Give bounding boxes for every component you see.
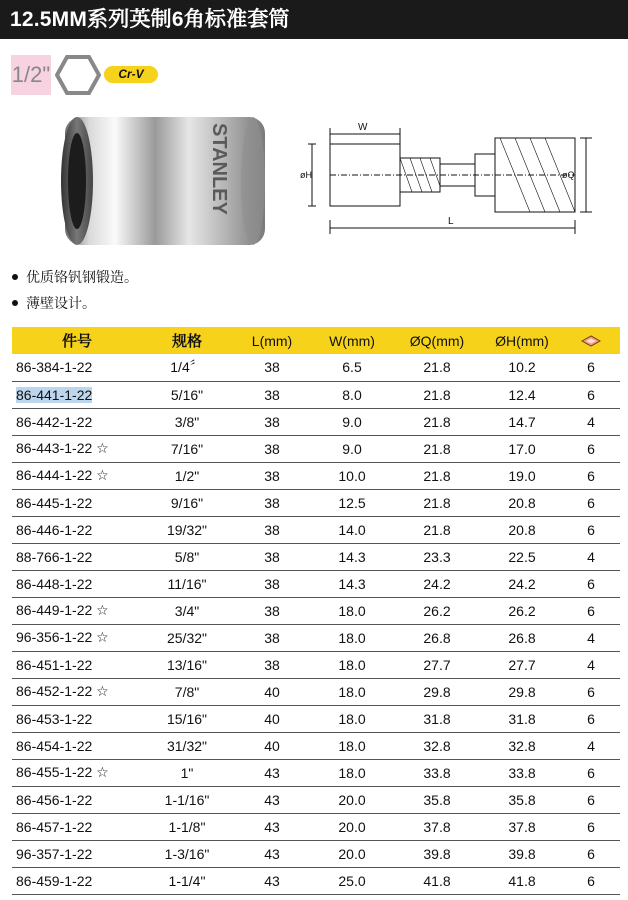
cell-part-number: 86-449-1-22 ☆ xyxy=(12,597,142,624)
cell-width: 14.3 xyxy=(312,543,392,570)
cell-diameter-q: 24.2 xyxy=(392,570,482,597)
cell-part-number: 86-384-1-22 xyxy=(12,354,142,381)
cell-width: 20.0 xyxy=(312,840,392,867)
table-row[interactable] xyxy=(12,435,620,462)
cell-length: 40 xyxy=(232,678,312,705)
cell-size: 11/16" xyxy=(142,570,232,597)
cell-width: 18.0 xyxy=(312,759,392,786)
cell-length: 38 xyxy=(232,597,312,624)
header-size: 规格 xyxy=(142,327,232,354)
cell-diameter-q: 29.8 xyxy=(392,678,482,705)
cell-length: 38 xyxy=(232,624,312,651)
cell-pack-quantity: 6 xyxy=(562,867,620,894)
feature-text: 优质铬钒钢锻造。 xyxy=(26,269,138,285)
cell-diameter-h: 27.7 xyxy=(482,651,562,678)
cell-size: 25/32" xyxy=(142,624,232,651)
header-part-number: 件号 xyxy=(12,327,142,354)
cell-size: 1/4〞 xyxy=(142,354,232,381)
cell-part-number: 86-451-1-22 xyxy=(12,651,142,678)
cell-size: 5/8" xyxy=(142,543,232,570)
cell-size: 7/8" xyxy=(142,678,232,705)
dimension-l-label: L xyxy=(448,216,454,227)
cell-pack-quantity: 6 xyxy=(562,381,620,408)
table-row[interactable] xyxy=(12,678,620,705)
cell-width: 18.0 xyxy=(312,624,392,651)
feature-text: 薄壁设计。 xyxy=(26,295,96,311)
table-body xyxy=(12,354,620,894)
cell-part-number: 86-457-1-22 xyxy=(12,813,142,840)
cell-pack-quantity: 4 xyxy=(562,732,620,759)
cell-pack-quantity: 6 xyxy=(562,354,620,381)
cell-width: 18.0 xyxy=(312,651,392,678)
cell-part-number: 96-356-1-22 ☆ xyxy=(12,624,142,651)
cell-diameter-q: 21.8 xyxy=(392,435,482,462)
cell-size: 5/16" xyxy=(142,381,232,408)
table-row[interactable] xyxy=(12,705,620,732)
table-row[interactable] xyxy=(12,813,620,840)
cell-size: 1/2" xyxy=(142,462,232,489)
cell-pack-quantity: 6 xyxy=(562,435,620,462)
cell-pack-quantity: 4 xyxy=(562,543,620,570)
cell-size: 9/16" xyxy=(142,489,232,516)
cell-pack-quantity: 6 xyxy=(562,840,620,867)
cell-part-number: 86-452-1-22 ☆ xyxy=(12,678,142,705)
cell-size: 1" xyxy=(142,759,232,786)
cell-diameter-q: 21.8 xyxy=(392,354,482,381)
cell-pack-quantity: 4 xyxy=(562,408,620,435)
table-row[interactable] xyxy=(12,624,620,651)
cell-length: 43 xyxy=(232,813,312,840)
cell-diameter-q: 35.8 xyxy=(392,786,482,813)
cell-part-number: 86-459-1-22 xyxy=(12,867,142,894)
cell-diameter-h: 41.8 xyxy=(482,867,562,894)
table-row[interactable] xyxy=(12,543,620,570)
cell-pack-quantity: 6 xyxy=(562,678,620,705)
cell-pack-quantity: 6 xyxy=(562,570,620,597)
bullet-icon xyxy=(12,300,18,306)
package-icon xyxy=(580,334,602,348)
dimension-q-label: øQ xyxy=(562,170,575,180)
socket-photo xyxy=(55,105,275,255)
cell-length: 38 xyxy=(232,435,312,462)
spec-table xyxy=(12,327,620,895)
bullet-icon xyxy=(12,274,18,280)
table-row[interactable] xyxy=(12,381,620,408)
cell-diameter-q: 26.2 xyxy=(392,597,482,624)
cell-diameter-q: 33.8 xyxy=(392,759,482,786)
cell-length: 38 xyxy=(232,489,312,516)
cell-size: 1-3/16" xyxy=(142,840,232,867)
drive-size-badge: 1/2" xyxy=(11,55,51,95)
cell-width: 18.0 xyxy=(312,678,392,705)
cell-diameter-q: 32.8 xyxy=(392,732,482,759)
table-row[interactable] xyxy=(12,732,620,759)
cell-width: 10.0 xyxy=(312,462,392,489)
cell-part-number: 86-442-1-22 xyxy=(12,408,142,435)
cell-diameter-h: 24.2 xyxy=(482,570,562,597)
cell-size: 7/16" xyxy=(142,435,232,462)
cell-length: 43 xyxy=(232,867,312,894)
cell-width: 18.0 xyxy=(312,732,392,759)
cell-size: 3/8" xyxy=(142,408,232,435)
cell-diameter-q: 21.8 xyxy=(392,408,482,435)
cell-diameter-q: 23.3 xyxy=(392,543,482,570)
cell-diameter-h: 12.4 xyxy=(482,381,562,408)
cell-size: 31/32" xyxy=(142,732,232,759)
cell-part-number: 86-453-1-22 xyxy=(12,705,142,732)
cell-diameter-q: 39.8 xyxy=(392,840,482,867)
cell-diameter-h: 10.2 xyxy=(482,354,562,381)
cell-part-number: 86-443-1-22 ☆ xyxy=(12,435,142,462)
cell-pack-quantity: 6 xyxy=(562,597,620,624)
socket-technical-drawing xyxy=(300,120,600,240)
cell-diameter-h: 35.8 xyxy=(482,786,562,813)
cell-diameter-h: 14.7 xyxy=(482,408,562,435)
cell-length: 38 xyxy=(232,408,312,435)
table-row[interactable] xyxy=(12,408,620,435)
cell-length: 38 xyxy=(232,516,312,543)
cell-diameter-h: 26.8 xyxy=(482,624,562,651)
cell-size: 15/16" xyxy=(142,705,232,732)
cell-size: 1-1/16" xyxy=(142,786,232,813)
table-row[interactable] xyxy=(12,651,620,678)
cell-diameter-q: 21.8 xyxy=(392,489,482,516)
cell-length: 43 xyxy=(232,786,312,813)
cell-part-number: 88-766-1-22 xyxy=(12,543,142,570)
page-title: 12.5MM系列英制6角标准套筒 xyxy=(10,8,290,31)
cell-pack-quantity: 4 xyxy=(562,624,620,651)
cell-width: 25.0 xyxy=(312,867,392,894)
header-diameter-h: ØH(mm) xyxy=(482,327,562,354)
cell-part-number: 86-448-1-22 xyxy=(12,570,142,597)
cell-width: 20.0 xyxy=(312,813,392,840)
cell-diameter-q: 21.8 xyxy=(392,462,482,489)
cell-pack-quantity: 4 xyxy=(562,651,620,678)
hexagon-icon xyxy=(55,54,101,96)
cell-width: 20.0 xyxy=(312,786,392,813)
cell-diameter-h: 17.0 xyxy=(482,435,562,462)
cell-width: 9.0 xyxy=(312,435,392,462)
cell-length: 38 xyxy=(232,570,312,597)
table-row[interactable] xyxy=(12,786,620,813)
header-width: W(mm) xyxy=(312,327,392,354)
cell-width: 14.0 xyxy=(312,516,392,543)
brand-engraving: STANLEY xyxy=(208,123,230,215)
dimension-w-label: W xyxy=(358,122,368,133)
cell-part-number: 96-357-1-22 xyxy=(12,840,142,867)
cell-size: 1-1/4" xyxy=(142,867,232,894)
cell-width: 9.0 xyxy=(312,408,392,435)
cell-pack-quantity: 6 xyxy=(562,759,620,786)
dimension-h-label: øH xyxy=(300,170,312,180)
feature-item xyxy=(12,294,96,312)
feature-item xyxy=(12,268,138,286)
header-length: L(mm) xyxy=(232,327,312,354)
cell-part-number xyxy=(12,381,142,408)
cell-diameter-h: 31.8 xyxy=(482,705,562,732)
table-row[interactable] xyxy=(12,516,620,543)
cell-part-number: 86-444-1-22 ☆ xyxy=(12,462,142,489)
cell-part-number: 86-455-1-22 ☆ xyxy=(12,759,142,786)
cell-diameter-q: 37.8 xyxy=(392,813,482,840)
cell-part-number: 86-445-1-22 xyxy=(12,489,142,516)
cell-size: 13/16" xyxy=(142,651,232,678)
cell-length: 40 xyxy=(232,705,312,732)
cell-diameter-h: 37.8 xyxy=(482,813,562,840)
cell-length: 43 xyxy=(232,840,312,867)
cell-part-number: 86-454-1-22 xyxy=(12,732,142,759)
cell-length: 38 xyxy=(232,462,312,489)
table-row[interactable] xyxy=(12,489,620,516)
table-row[interactable] xyxy=(12,759,620,786)
cell-diameter-q: 21.8 xyxy=(392,516,482,543)
table-row[interactable] xyxy=(12,462,620,489)
cell-diameter-h: 29.8 xyxy=(482,678,562,705)
cell-width: 18.0 xyxy=(312,597,392,624)
table-row[interactable] xyxy=(12,597,620,624)
cell-length: 40 xyxy=(232,732,312,759)
cell-length: 38 xyxy=(232,381,312,408)
cell-diameter-q: 31.8 xyxy=(392,705,482,732)
cell-length: 38 xyxy=(232,543,312,570)
cell-width: 18.0 xyxy=(312,705,392,732)
header-diameter-q: ØQ(mm) xyxy=(392,327,482,354)
cell-width: 6.5 xyxy=(312,354,392,381)
cell-pack-quantity: 6 xyxy=(562,489,620,516)
cell-part-number: 86-456-1-22 xyxy=(12,786,142,813)
cell-diameter-h: 33.8 xyxy=(482,759,562,786)
table-header-row xyxy=(12,327,620,354)
table-row[interactable] xyxy=(12,354,620,381)
table-row[interactable] xyxy=(12,867,620,894)
header-pack-quantity xyxy=(562,327,620,354)
cell-pack-quantity: 6 xyxy=(562,813,620,840)
cell-pack-quantity: 6 xyxy=(562,705,620,732)
cell-diameter-h: 20.8 xyxy=(482,489,562,516)
cell-diameter-q: 27.7 xyxy=(392,651,482,678)
cell-size: 19/32" xyxy=(142,516,232,543)
cell-part-number: 86-446-1-22 xyxy=(12,516,142,543)
cell-diameter-h: 22.5 xyxy=(482,543,562,570)
cell-size: 1-1/8" xyxy=(142,813,232,840)
table-row[interactable] xyxy=(12,570,620,597)
selected-text: 86-441-1-22 xyxy=(16,386,93,403)
cell-size: 3/4" xyxy=(142,597,232,624)
cell-length: 38 xyxy=(232,651,312,678)
cell-diameter-h: 19.0 xyxy=(482,462,562,489)
cell-pack-quantity: 6 xyxy=(562,462,620,489)
cell-diameter-q: 21.8 xyxy=(392,381,482,408)
cell-width: 8.0 xyxy=(312,381,392,408)
cell-pack-quantity: 6 xyxy=(562,516,620,543)
cell-diameter-h: 26.2 xyxy=(482,597,562,624)
table-row[interactable] xyxy=(12,840,620,867)
title-bar xyxy=(0,0,628,39)
material-badge: Cr-V xyxy=(104,66,158,83)
cell-diameter-h: 32.8 xyxy=(482,732,562,759)
cell-diameter-h: 39.8 xyxy=(482,840,562,867)
cell-length: 38 xyxy=(232,354,312,381)
cell-diameter-q: 41.8 xyxy=(392,867,482,894)
cell-width: 14.3 xyxy=(312,570,392,597)
cell-diameter-h: 20.8 xyxy=(482,516,562,543)
cell-diameter-q: 26.8 xyxy=(392,624,482,651)
cell-pack-quantity: 6 xyxy=(562,786,620,813)
cell-width: 12.5 xyxy=(312,489,392,516)
cell-length: 43 xyxy=(232,759,312,786)
